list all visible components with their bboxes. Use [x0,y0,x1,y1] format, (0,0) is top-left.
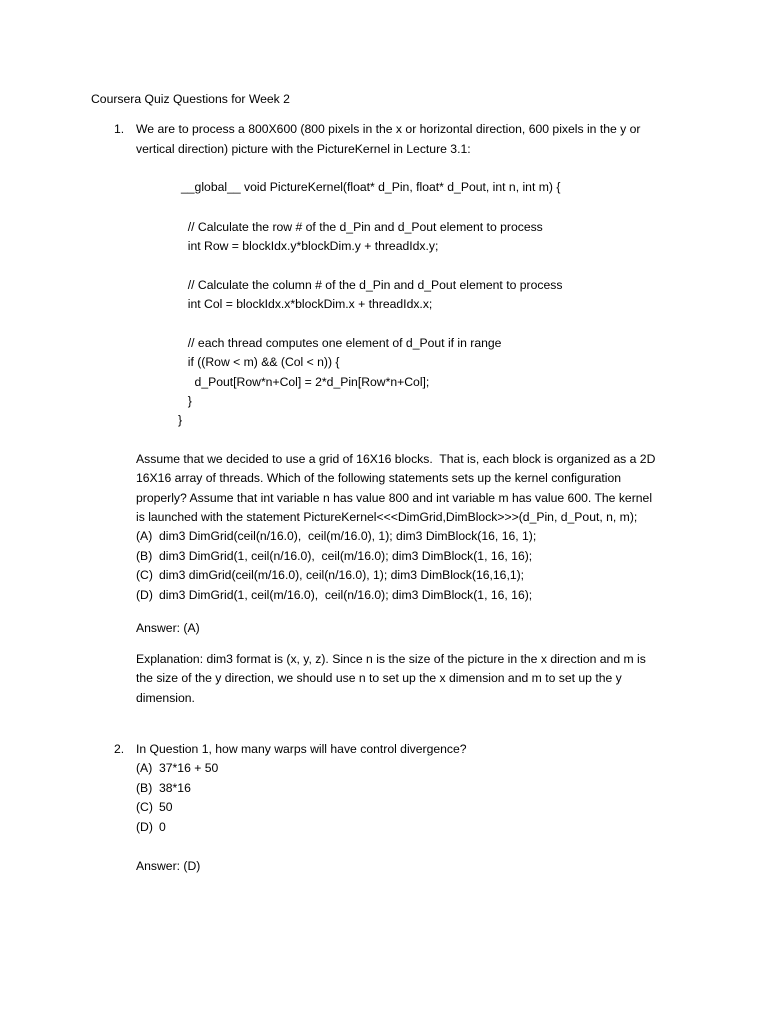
explanation-line: the size of the y direction, we should use n to set up the x dimension and m to set up the y [136,671,622,685]
question-body-line: is launched with the statement PictureKernel<<<DimGrid,DimBlock>>>(d_Pin, d_Pout, n, m); [136,510,638,524]
code-line: __global__ void PictureKernel(float* d_Pin, float* d_Pout, int n, int m) { [181,180,561,194]
code-line: // each thread computes one element of d_Pout if in range [181,336,502,350]
explanation-line: Explanation: dim3 format is (x, y, z). Since n is the size of the picture in the x direction and m is [136,652,646,666]
option-text: dim3 DimGrid(1, ceil(m/16.0), ceil(n/16.0); dim3 DimBlock(1, 16, 16); [159,588,533,602]
option-text: dim3 DimGrid(1, ceil(n/16.0), ceil(m/16.0); dim3 DimBlock(1, 16, 16); [159,549,533,563]
answer: Answer: (A) [136,621,200,635]
option-label: (A) [136,761,153,775]
option-label: (B) [136,549,153,563]
document-title: Coursera Quiz Questions for Week 2 [91,92,290,106]
question-body-line: properly? Assume that int variable n has value 800 and int variable m has value 600. The kernel [136,491,653,505]
question-body-line: Assume that we decided to use a grid of 16X16 blocks. That is, each block is organized as a 2D [136,452,656,466]
option-label: (D) [136,820,153,834]
question-number: 2. [114,742,125,756]
code-line: int Col = blockIdx.x*blockDim.x + threadIdx.x; [181,297,433,311]
code-line: int Row = blockIdx.y*blockDim.y + threadIdx.y; [181,239,439,253]
explanation-line: dimension. [136,691,195,705]
question-prompt-line: In Question 1, how many warps will have control divergence? [136,742,467,756]
option-text: 38*16 [159,781,191,795]
option-label: (C) [136,568,153,582]
question-body-line: 16X16 array of threads. Which of the following statements sets up the kernel configuration [136,471,622,485]
code-line: // Calculate the column # of the d_Pin and d_Pout element to process [181,278,563,292]
option-text: dim3 dimGrid(ceil(m/16.0), ceil(n/16.0), 1); dim3 DimBlock(16,16,1); [159,568,525,582]
question-number: 1. [114,122,125,136]
option-text: 50 [159,800,173,814]
option-text: 37*16 + 50 [159,761,219,775]
question-prompt-line: We are to process a 800X600 (800 pixels in the x or horizontal direction, 600 pixels in the y or [136,122,641,136]
option-label: (D) [136,588,153,602]
option-text: dim3 DimGrid(ceil(n/16.0), ceil(m/16.0), 1); dim3 DimBlock(16, 16, 1); [159,529,537,543]
code-line: if ((Row < m) && (Col < n)) { [181,355,340,369]
code-line: } [178,413,183,427]
answer: Answer: (D) [136,859,201,873]
option-label: (C) [136,800,153,814]
question-prompt-line: vertical direction) picture with the PictureKernel in Lecture 3.1: [136,142,471,156]
option-text: 0 [159,820,166,834]
code-line: // Calculate the row # of the d_Pin and d_Pout element to process [181,220,543,234]
option-label: (A) [136,529,153,543]
code-line: } [181,394,192,408]
option-label: (B) [136,781,153,795]
code-line: d_Pout[Row*n+Col] = 2*d_Pin[Row*n+Col]; [181,375,430,389]
